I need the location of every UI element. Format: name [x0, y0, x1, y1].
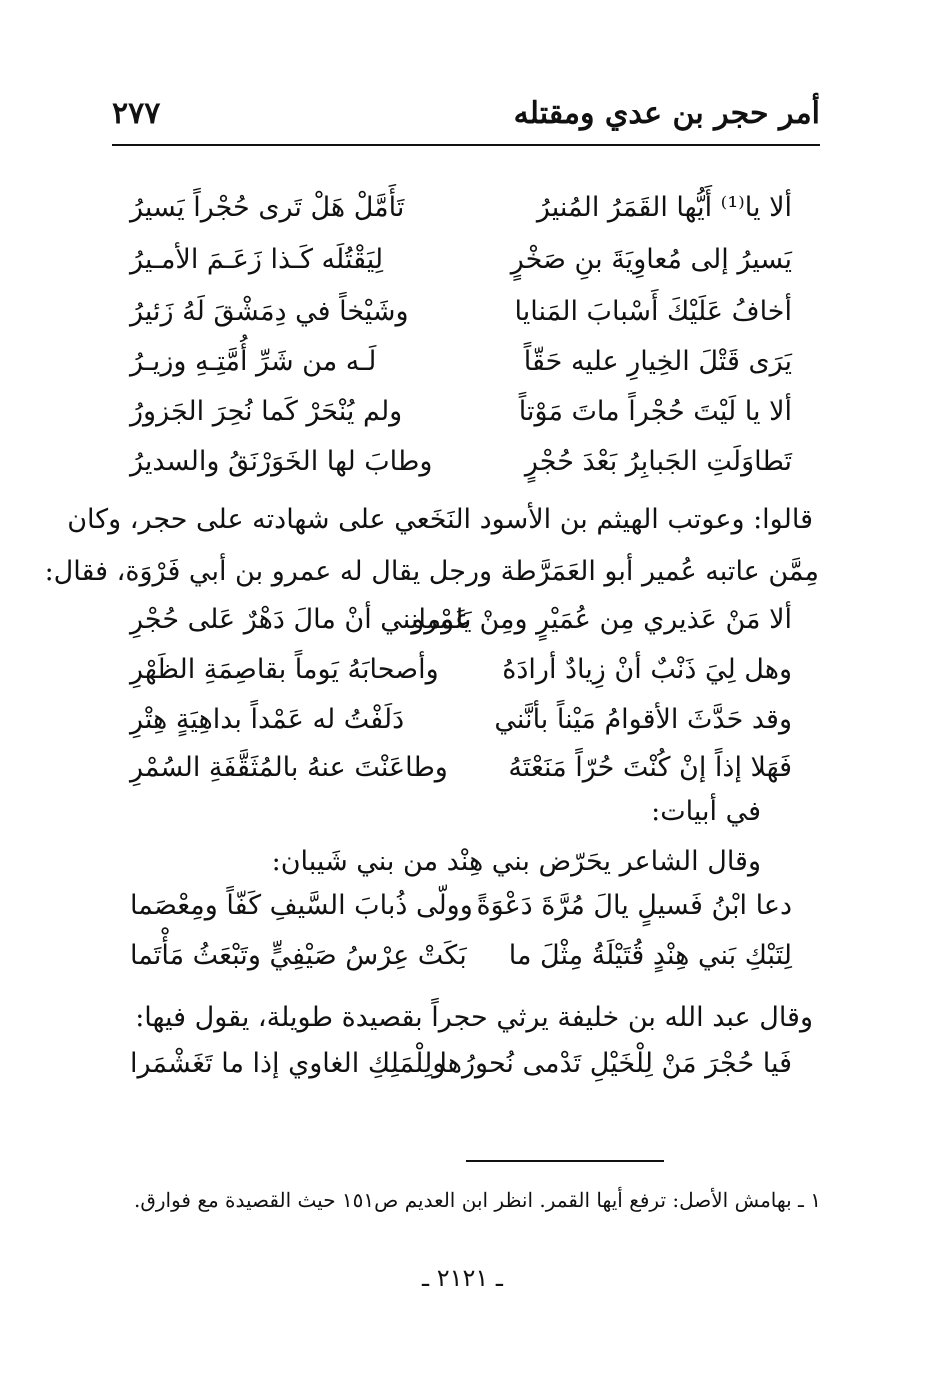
prose-line: مِمَّن عاتبه عُمير أبو العَمَرَّطة ورجل يقال له عمرو بن أبي فَرْوَة، فقال:	[44, 556, 819, 587]
verse-second-hemistich: يَلومانِني أنْ مالَ دَهْرٌ عَلى حُجْرِ	[130, 604, 472, 635]
verse-first-hemistich: ألا يا لَيْتَ حُجْراً ماتَ مَوْتاً	[518, 396, 792, 427]
verse-first-hemistich: ألا مَنْ عَذيري مِن عُمَيْرٍ ومِنْ عَمْرو	[411, 604, 792, 635]
verse-second-hemistich: لَـه من شَرِّ أُمَّتِـهِ وزيـرُ	[130, 346, 377, 377]
verse-line	[130, 654, 792, 702]
verse-first-hemistich: وقد حَدَّثَ الأقوامُ مَيْناً بأنَّني	[494, 704, 792, 735]
verse-line	[130, 296, 792, 344]
folio-number: ـ ٢١٢١ ـ	[422, 1264, 503, 1292]
chapter-title: أمر حجر بن عدي ومقتله	[513, 96, 820, 131]
verse-second-hemistich: وولّى ذُبابَ السَّيفِ كَفّاً ومِعْصَما	[130, 890, 473, 921]
verse-second-hemistich: تَأَمَّلْ هَلْ تَرى حُجْراً يَسيرُ	[130, 192, 405, 223]
verse-second-hemistich: وأصحابَهُ يَوماً بقاصِمَةِ الظَهْرِ	[130, 654, 439, 685]
verse-second-hemistich: لِيَقْتُلَه كَـذا زَعَـمَ الأمـيرُ	[130, 244, 384, 275]
verse-line	[130, 1048, 792, 1096]
verse-second-hemistich: ولم يُنْحَرْ كَما نُحِرَ الجَزورُ	[130, 396, 403, 427]
verse-line	[130, 244, 792, 292]
verse-second-hemistich: ولِلْمَلِكِ الغاوي إذا ما تَغَشْمَرا	[130, 1048, 446, 1079]
verse-line	[130, 192, 792, 240]
footnote: ١ ـ بهامش الأصل: ترفع أيها القمر. انظر ابن العديم ص١٥١ حيث القصيدة مع فوارق.	[133, 1188, 821, 1212]
verse-first-hemistich: وهل لِيَ ذَنْبٌ أنْ زِيادٌ أرادَهُ	[502, 654, 792, 685]
prose-line: وقال عبد الله بن خليفة يرثي حجراً بقصيدة طويلة، يقول فيها:	[135, 1002, 813, 1033]
verse-first-hemistich: لِتَبْكِ بَني هِنْدٍ قُتَيْلَةُ مِثْلَ ما	[508, 940, 792, 971]
verse-line	[130, 704, 792, 752]
verse-first-hemistich: فَيا حُجْرَ مَنْ لِلْخَيْلِ تَدْمى نُحورُها	[439, 1048, 792, 1079]
verse-line	[130, 890, 792, 938]
verse-first-hemistich: فَهَلا إذاً إنْ كُنْتَ حُرّاً مَنَعْتَهُ	[508, 752, 792, 783]
verse-second-hemistich: وشَيْخاً في دِمَشْقَ لَهُ زَئيرُ	[130, 296, 409, 327]
verse-line	[130, 604, 792, 652]
verse-second-hemistich: بَكَتْ عِرْسُ صَيْفِيٍّ وتَبْعَثُ مَأْتَما	[130, 940, 467, 971]
verse-first-hemistich: دعا ابْنُ فَسيلٍ يالَ مُرَّةَ دَعْوَةً	[476, 890, 792, 921]
verse-second-hemistich: دَلَفْتُ له عَمْداً بداهِيَةٍ هِتْرِ	[130, 704, 405, 735]
running-header	[112, 96, 820, 146]
verse-line	[130, 346, 792, 394]
verse-line	[130, 446, 792, 494]
verse-second-hemistich: وطاعَنْتَ عنهُ بالمُثَقَّفَةِ السُمْرِ	[130, 752, 448, 783]
verse-second-hemistich: وطابَ لها الخَوَرْنَقُ والسديرُ	[130, 446, 433, 477]
page-number: ٢٧٧	[112, 96, 161, 131]
footnote-separator	[466, 1160, 664, 1162]
verse-first-hemistich: تَطاوَلَتِ الجَبابِرُ بَعْدَ حُجْرٍ	[524, 446, 792, 477]
verse-line	[130, 752, 792, 800]
verse-line	[130, 940, 792, 988]
verse-line	[130, 396, 792, 444]
verse-first-hemistich: أخافُ عَلَيْكَ أَسْبابَ المَنايا	[514, 296, 792, 327]
verse-first-hemistich: يَرَى قَتْلَ الخِيارِ عليه حَقّاً	[523, 346, 792, 377]
verse-first-hemistich: ألا يا⁽¹⁾ أَيُّها القَمَرُ المُنيرُ	[536, 192, 792, 223]
prose-line: وقال الشاعر يحَرّض بني هِنْد من بني شَيبان:	[271, 846, 761, 877]
verse-first-hemistich: يَسيرُ إلى مُعاوِيَةَ بنِ صَخْرٍ	[510, 244, 792, 275]
prose-line: في أبيات:	[651, 796, 761, 827]
prose-line: قالوا: وعوتب الهيثم بن الأسود النَخَعي على شهادته على حجر، وكان	[67, 504, 813, 535]
